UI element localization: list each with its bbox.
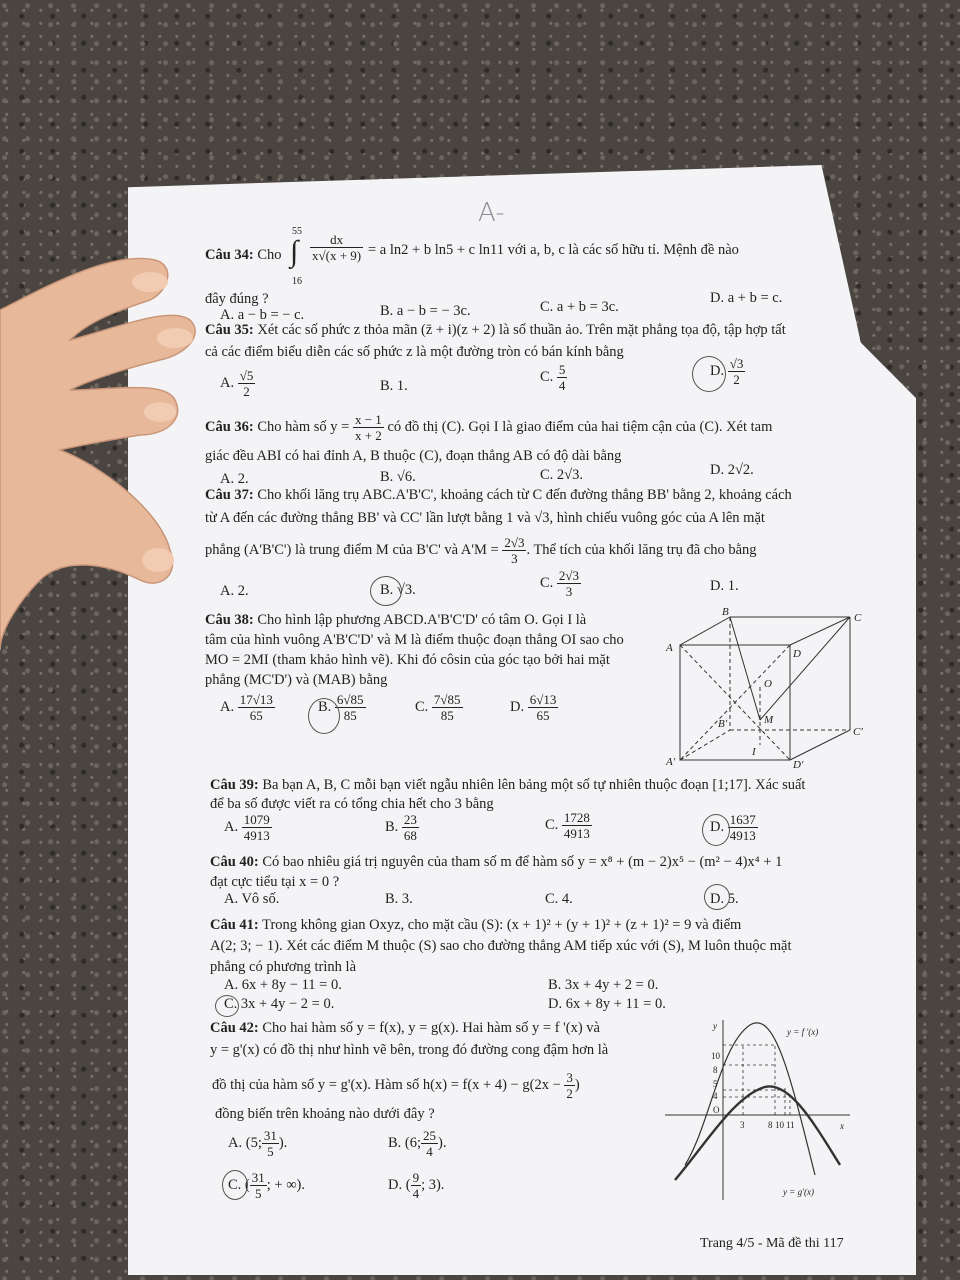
q41-option-a[interactable]: A. 6x + 8y − 11 = 0. <box>224 977 342 993</box>
q42-option-d[interactable]: D. ( $\frac{9}{4}$ ; 3). <box>388 1170 445 1201</box>
q38-line3: MO = 2MI (tham khảo hình vẽ). Khi đó côsin của góc tạo bởi hai mặt <box>205 652 610 668</box>
cube-label-c-prime: C' <box>853 726 863 738</box>
cube-label-i: I <box>752 746 756 758</box>
q41-option-c[interactable]: C. 3x + 4y − 2 = 0. <box>224 996 335 1012</box>
q39-answer-circle <box>702 814 730 846</box>
q42-option-a[interactable]: A. (5; $\frac{31}{5}$ ). <box>228 1128 288 1159</box>
q38-option-a[interactable]: A. $\frac{17√13}{65}$ <box>220 692 273 723</box>
q34-option-d[interactable]: D. a + b = c. <box>710 290 783 306</box>
q40-option-a[interactable]: A. Vô số. <box>224 891 280 907</box>
q36-option-c[interactable]: C. 2√3. <box>540 467 584 483</box>
graph-xtick-10: 10 <box>775 1120 784 1130</box>
q36-line2: giác đều ABI có hai đỉnh A, B thuộc (C), đoạn thẳng AB có độ dài bằng <box>205 448 622 464</box>
q38-line2: tâm của hình vuông A'B'C'D' và M là điểm thuộc đoạn thẳng OI sao cho <box>205 632 624 648</box>
q39-option-b[interactable]: B. $\frac{23}{68}$ <box>385 812 417 843</box>
q37-line3: phẳng (A'B'C') là trung điểm M của B'C' và A'M = $\frac{2√3}{3}$ . Thể tích của khối lăng trụ đã cho bằng <box>205 535 757 566</box>
q37-option-c[interactable]: C. $\frac{2√3}{3}$ <box>540 568 580 599</box>
page-footer: Trang 4/5 - Mã đề thi 117 <box>700 1236 844 1251</box>
q35-option-d[interactable]: D. $\frac{√3}{2}$ <box>710 356 744 387</box>
q39-line1: Câu 39: Ba bạn A, B, C mỗi bạn viết ngẫu nhiên lên bảng một số tự nhiên thuộc đoạn [1;17]. Xác suất <box>210 777 806 793</box>
q41-line1: Câu 41: Trong không gian Oxyz, cho mặt cầu (S): (x + 1)² + (y + 1)² + (z + 1)² = 9 và điểm <box>210 917 742 933</box>
graph-gprime-label: y = g'(x) <box>783 1187 814 1197</box>
graph-ytick-4: 4 <box>713 1091 718 1101</box>
q40-option-b[interactable]: B. 3. <box>385 891 413 907</box>
cube-label-a-prime: A' <box>666 756 676 768</box>
cube-label-b: B <box>722 606 729 618</box>
q35-line2: cả các điểm biểu diễn các số phức z là một đường tròn có bán kính bằng <box>205 344 624 360</box>
q39-option-a[interactable]: A. $\frac{1079}{4913}$ <box>224 812 270 843</box>
q42-option-b[interactable]: B. (6; $\frac{25}{4}$ ). <box>388 1128 447 1159</box>
q37-option-b[interactable]: B. √3. <box>380 582 416 598</box>
q35-option-a[interactable]: A. $\frac{√5}{2}$ <box>220 368 254 399</box>
q38-option-b[interactable]: B. $\frac{6√85}{85}$ <box>318 692 364 723</box>
q36-option-a[interactable]: A. 2. <box>220 471 249 487</box>
q34-integral: ∫ <box>290 235 299 268</box>
q37-option-d[interactable]: D. 1. <box>710 578 739 594</box>
cube-label-a: A <box>666 642 673 654</box>
q34-int-upper: 55 <box>292 226 302 237</box>
q39-line2: để ba số được viết ra có tổng chia hết cho 3 bằng <box>210 796 494 812</box>
graph-xtick-8: 8 <box>768 1120 773 1130</box>
cube-label-o: O <box>764 678 772 690</box>
q42-line1: Câu 42: Cho hai hàm số y = f(x), y = g(x). Hai hàm số y = f '(x) và <box>210 1020 600 1036</box>
q42-option-c[interactable]: C. ( $\frac{31}{5}$ ; + ∞). <box>228 1170 306 1201</box>
handwritten-mark: A- <box>478 198 505 228</box>
cube-label-b-prime: B' <box>718 718 728 730</box>
q39-option-d[interactable]: D. $\frac{1637}{4913}$ <box>710 812 756 843</box>
q39-option-c[interactable]: C. $\frac{1728}{4913}$ <box>545 810 590 841</box>
q36-line1: Câu 36: Cho hàm số y = $\frac{x - 1}{x + 2}$ có đồ thị (C). Gọi I là giao điểm của hai tiệm cận của (C). Xét tam <box>205 412 773 443</box>
q38-option-d[interactable]: D. $\frac{6√13}{65}$ <box>510 692 557 723</box>
graph-xtick-3: 3 <box>740 1120 745 1130</box>
q38-line1: Câu 38: Cho hình lập phương ABCD.A'B'C'D' có tâm O. Gọi I là <box>205 612 587 628</box>
q41-line3: phẳng có phương trình là <box>210 959 356 975</box>
graph-xtick-11: 11 <box>786 1120 795 1130</box>
q37-line2: từ A đến các đường thẳng BB' và CC' lần lượt bằng 1 và √3, hình chiếu vuông góc của A lên mặt <box>205 510 765 526</box>
q34-integrand: $\frac{dx}{x√(x + 9)}$ <box>312 232 362 263</box>
cube-label-d: D <box>793 648 801 660</box>
q41-line2: A(2; 3; − 1). Xét các điểm M thuộc (S) sao cho đường thẳng AM tiếp xúc với (S), M luôn thuộc mặt <box>210 938 792 954</box>
q40-line1: Câu 40: Có bao nhiêu giá trị nguyên của tham số m để hàm số y = x⁸ + (m − 2)x⁵ − (m² − 4)x⁴ + 1 <box>210 854 783 870</box>
q35-option-c[interactable]: C. $\frac{5}{4}$ <box>540 362 566 393</box>
q34-option-c[interactable]: C. a + b = 3c. <box>540 299 619 315</box>
q38-line4: phẳng (MC'D') và (MAB) bằng <box>205 672 388 688</box>
graph-origin-label: O <box>713 1105 720 1115</box>
q41-option-b[interactable]: B. 3x + 4y + 2 = 0. <box>548 977 659 993</box>
q35-option-b[interactable]: B. 1. <box>380 378 408 394</box>
q40-option-d[interactable]: D. 5. <box>710 891 739 907</box>
q42-line3: đồ thị của hàm số y = g'(x). Hàm số h(x) = f(x + 4) − g(2x − $\frac{3}{2}$ ) <box>212 1070 580 1101</box>
q42-answer-circle <box>222 1170 248 1200</box>
graph-y-label: y <box>713 1021 717 1031</box>
cube-figure <box>660 605 875 770</box>
q34-text: = a ln2 + b ln5 + c ln11 với a, b, c là các số hữu tỉ. Mệnh đề nào <box>368 242 739 258</box>
q40-answer-circle <box>704 884 730 910</box>
graph-x-label: x <box>840 1121 844 1131</box>
q41-answer-circle <box>215 995 239 1017</box>
hand-holding-paper <box>0 250 200 700</box>
q41-option-d[interactable]: D. 6x + 8y + 11 = 0. <box>548 996 666 1012</box>
q36-option-b[interactable]: B. √6. <box>380 469 416 485</box>
q35-answer-circle <box>692 356 726 392</box>
q34-label: Câu 34: Cho <box>205 247 282 263</box>
cube-label-c: C <box>854 612 862 624</box>
q37-line1: Câu 37: Cho khối lăng trụ ABC.A'B'C', khoảng cách từ C đến đường thẳng BB' bằng 2, khoảng cách <box>205 487 792 503</box>
q42-line4: đồng biến trên khoảng nào dưới đây ? <box>215 1106 435 1122</box>
q34-int-lower: 16 <box>292 276 302 287</box>
cube-label-m: M <box>764 714 774 726</box>
q35-line1: Câu 35: Xét các số phức z thỏa mãn (z̄ + i)(z + 2) là số thuần ảo. Trên mặt phẳng tọa độ, tập hợp tất <box>205 322 786 338</box>
q36-option-d[interactable]: D. 2√2. <box>710 462 754 478</box>
q34-option-a[interactable]: A. a − b = − c. <box>220 307 305 323</box>
graph-ytick-5: 5 <box>713 1079 718 1089</box>
cube-label-d-prime: D' <box>793 759 804 770</box>
q34-option-b[interactable]: B. a − b = − 3c. <box>380 303 471 319</box>
derivative-graph <box>665 1015 855 1205</box>
q40-line2: đạt cực tiểu tại x = 0 ? <box>210 874 340 890</box>
q38-answer-circle <box>308 698 340 734</box>
graph-ytick-8: 8 <box>713 1065 718 1075</box>
q37-option-a[interactable]: A. 2. <box>220 583 249 599</box>
q40-option-c[interactable]: C. 4. <box>545 891 573 907</box>
q38-option-c[interactable]: C. $\frac{7√85}{85}$ <box>415 692 461 723</box>
q34-text2: đây đúng ? <box>205 291 269 307</box>
q42-line2: y = g'(x) có đồ thị như hình vẽ bên, trong đó đường cong đậm hơn là <box>210 1042 609 1058</box>
q37-answer-circle <box>370 576 402 606</box>
graph-ytick-10: 10 <box>711 1051 720 1061</box>
graph-fprime-label: y = f '(x) <box>787 1027 819 1037</box>
